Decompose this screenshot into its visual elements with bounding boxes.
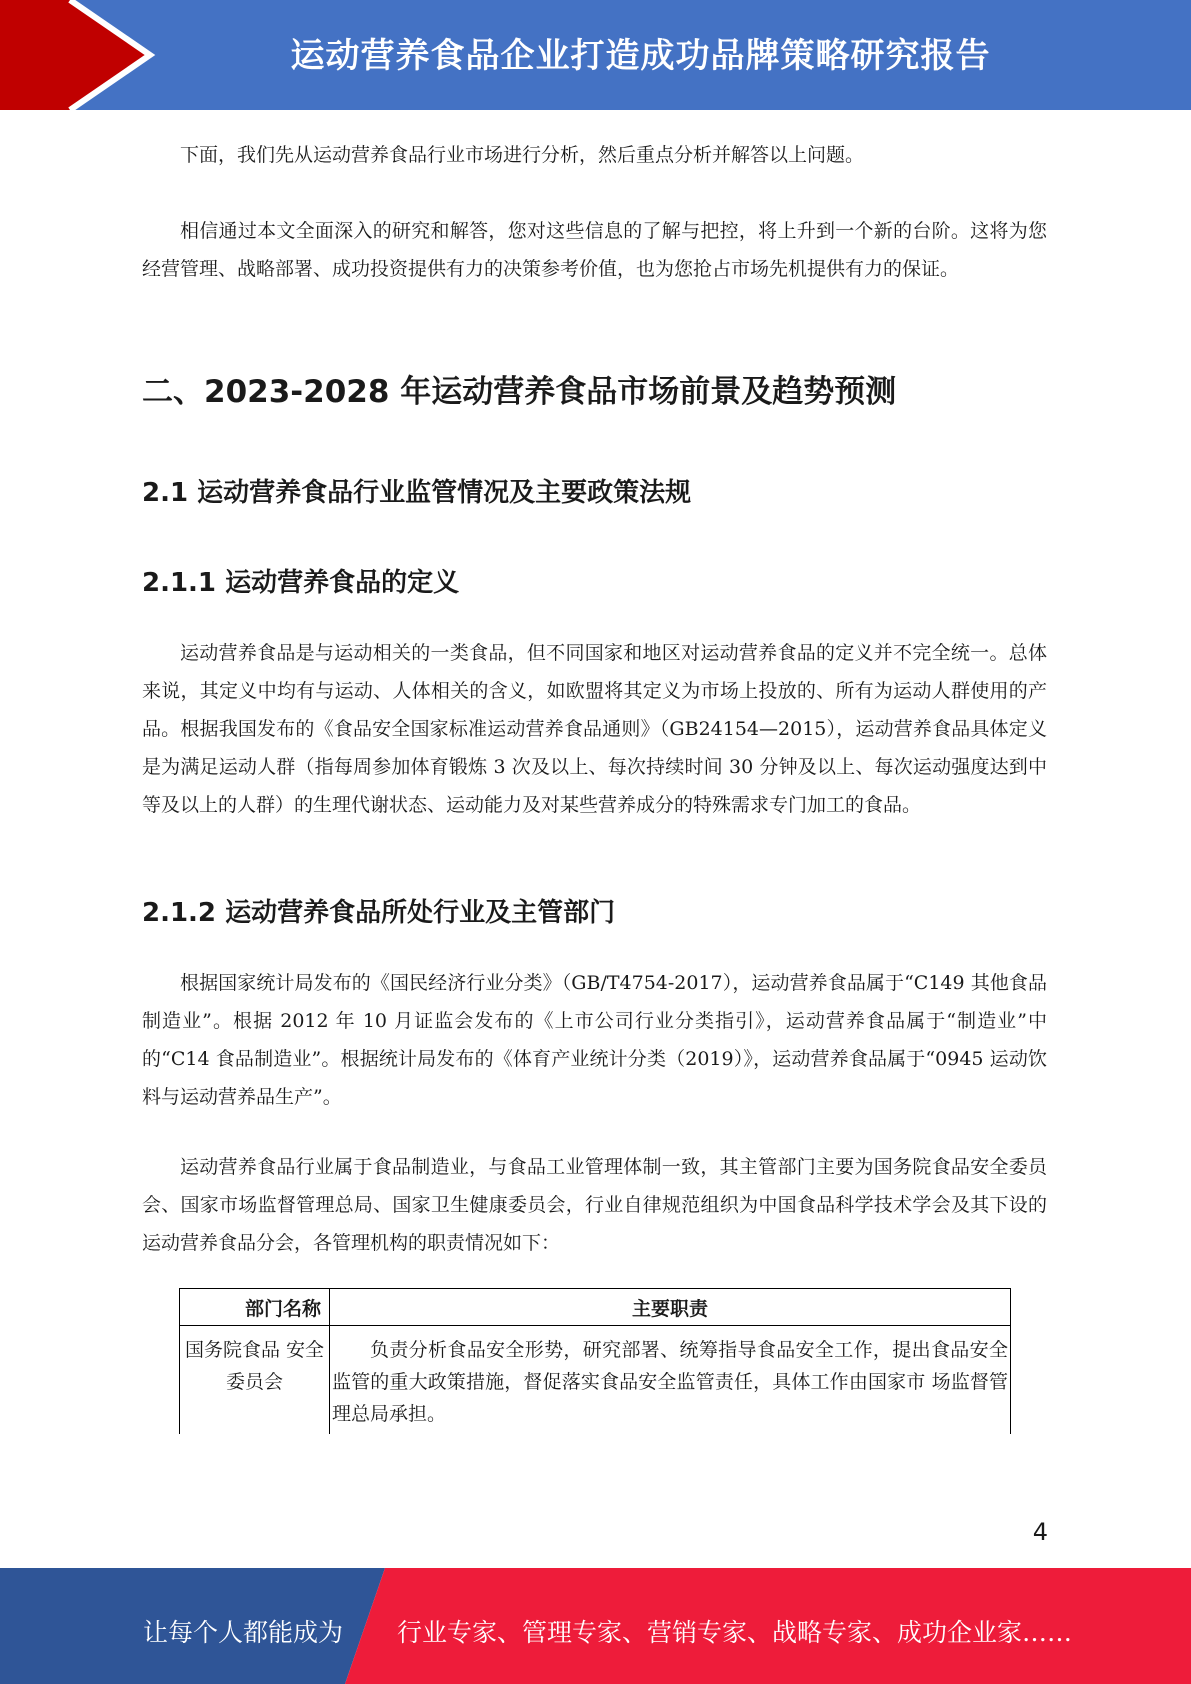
section-heading-2: 二、2023-2028 年运动营养食品市场前景及趋势预测 [142, 374, 897, 410]
table-cell-duty: 负责分析食品安全形势，研究部署、统筹指导食品安全工作，提出食品安全监管的重大政策措施，督促落实食品安全监管责任，具体工作由国家市 场监督管理总局承担。 [330, 1326, 1011, 1435]
intro-paragraph: 下面，我们先从运动营养食品行业市场进行分析，然后重点分析并解答以上问题。 [180, 144, 865, 166]
definition-paragraph: 运动营养食品是与运动相关的一类食品，但不同国家和地区对运动营养食品的定义并不完全统一。总体来说，其定义中均有与运动、人体相关的含义，如欧盟将其定义为市场上投放的、所有为运动人群使用的产品。根据我国发布的《食品安全国家标准运动营养食品通则》（GB24154—2015），运动营养食品具体定义是为满足运动人群（指每周参加体育锻炼 3 次及以上、每次持续时间 30 分钟及以上、每次运动强度达到中等及以上的人群）的生理代谢状态、运动能力及对某些营养成分的特殊需求专门加工的食品。 [142, 642, 1047, 816]
page-header [0, 0, 1191, 110]
intro-paragraph-2: 相信通过本文全面深入的研究和解答，您对这些信息的了解与把控，将上升到一个新的台阶。这将为您经营管理、战略部署、成功投资提供有力的决策参考价值，也为您抢占市场先机提供有力的保证。 [142, 220, 1047, 280]
table-row [180, 1326, 1011, 1435]
table-header-row [180, 1289, 1011, 1326]
footer-slogan-right: 行业专家、管理专家、营销专家、战略专家、成功企业家…… [397, 1618, 1073, 1647]
industry-classification-paragraph: 根据国家统计局发布的《国民经济行业分类》（GB/T4754-2017），运动营养食品属于“C149 其他食品制造业”。根据 2012 年 10 月证监会发布的《上市公司行业分类指引》，运动营养食品属于“制造业”中的“C14 食品制造业”。根据统计局发布的《体育产业统计分类（2019）》，运动营养食品属于“0945 运动饮料与运动营养品生产”。 [142, 972, 1047, 1108]
authority-paragraph: 运动营养食品行业属于食品制造业，与食品工业管理体制一致，其主管部门主要为国务院食品安全委员会、国家市场监督管理总局、国家卫生健康委员会，行业自律规范组织为中国食品科学技术学会及其下设的运动营养食品分会，各管理机构的职责情况如下： [142, 1156, 1047, 1254]
page-number: 4 [1032, 1518, 1048, 1546]
section-heading-2-1-1: 2.1.1 运动营养食品的定义 [142, 568, 460, 598]
authority-table [179, 1288, 1011, 1434]
page-footer [0, 1568, 1191, 1684]
section-heading-2-1-2: 2.1.2 运动营养食品所处行业及主管部门 [142, 898, 616, 928]
section-heading-2-1: 2.1 运动营养食品行业监管情况及主要政策法规 [142, 478, 692, 508]
table-header-duty: 主要职责 [330, 1289, 1011, 1326]
report-title: 运动营养食品企业打造成功品牌策略研究报告 [290, 36, 991, 76]
table-header-department: 部门名称 [180, 1289, 330, 1326]
table-cell-department: 国务院食品 安全委员会 [180, 1326, 330, 1435]
footer-slogan-left: 让每个人都能成为 [143, 1618, 344, 1647]
